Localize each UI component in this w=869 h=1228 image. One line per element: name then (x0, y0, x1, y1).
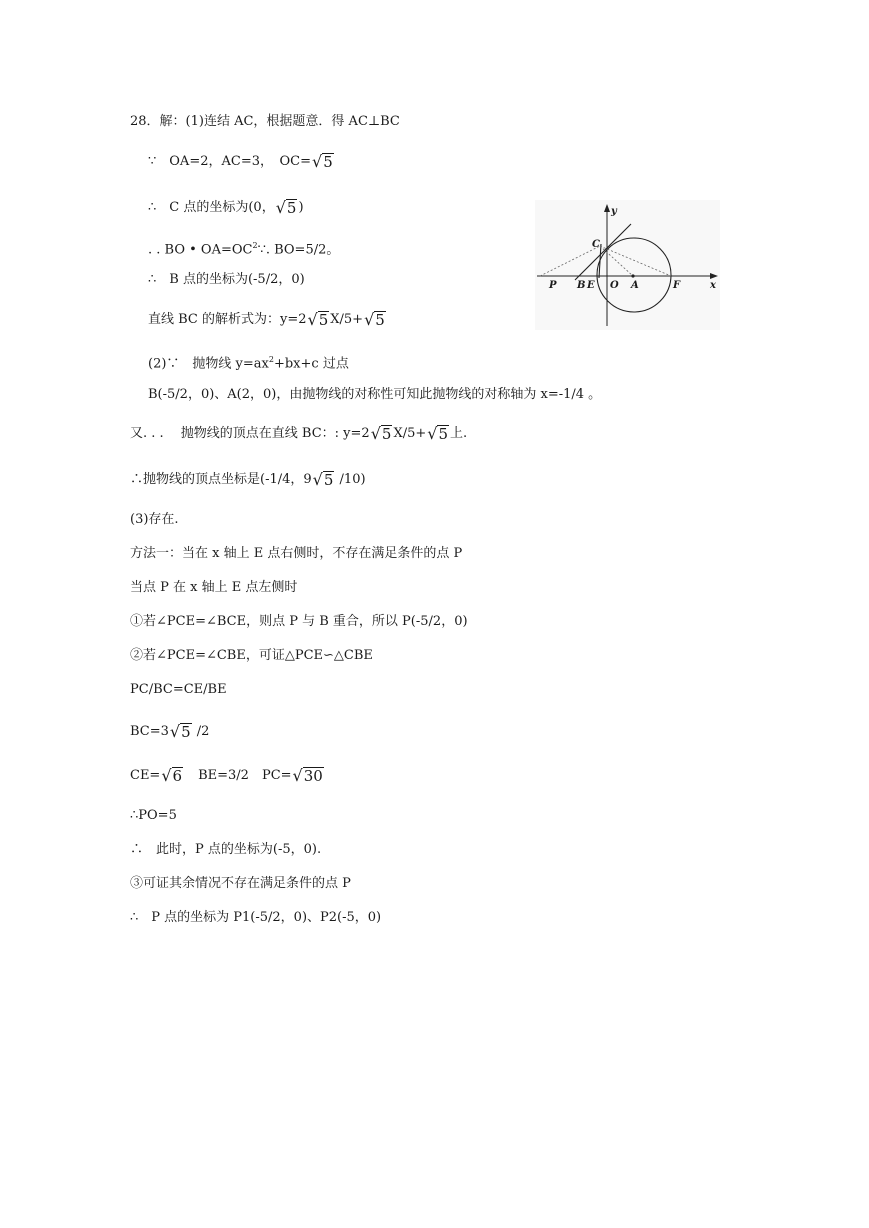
line-bc-length (130, 722, 209, 744)
line-part3-exists (130, 510, 179, 530)
line-case-two (130, 646, 373, 666)
sqrt-arg: 5 (323, 471, 334, 489)
sqrt-symbol: √ (312, 470, 323, 489)
text: 当点 P 在 x 轴上 E 点左侧时 (130, 580, 298, 595)
line-bc-equation (148, 310, 387, 332)
text: ) (298, 200, 304, 215)
text: BE=3/2 PC= (198, 768, 292, 783)
sqrt-symbol: √ (307, 310, 318, 329)
sqrt-arg: 5 (286, 199, 297, 217)
text: X/5+ (393, 426, 427, 441)
label-c: C (592, 239, 600, 250)
point-a (631, 274, 634, 277)
superscript: 2 (268, 355, 274, 364)
text: ∴ C 点的坐标为(0， (148, 200, 275, 215)
sqrt-arg: 5 (181, 723, 191, 741)
sqrt-arg: 30 (303, 767, 323, 785)
sqrt-arg: 5 (438, 425, 449, 443)
sqrt-arg: 5 (323, 153, 333, 171)
line-vertex-on-bc (130, 424, 467, 446)
label-o: O (610, 280, 619, 291)
text: X/5+ (330, 312, 364, 327)
line-c-coordinate (148, 198, 304, 220)
text: PC/BC=CE/BE (130, 682, 227, 697)
line-axis-of-symmetry (148, 385, 601, 405)
text: 直线 BC 的解析式为：y=2 (148, 312, 307, 327)
line-p-coordinate (130, 840, 321, 860)
sqrt-symbol: √ (364, 310, 375, 329)
sqrt-5 (371, 424, 393, 446)
line-solution-header (130, 112, 400, 132)
line-case-three (130, 874, 351, 894)
sqrt-symbol: √ (169, 722, 181, 741)
line-b-coordinate (148, 270, 305, 290)
text: (3)存在. (130, 512, 179, 527)
sqrt-symbol: √ (275, 198, 286, 217)
text: 方法一：当在 x 轴上 E 点右侧时，不存在满足条件的点 P (130, 546, 463, 561)
text: 又. . . 抛物线的顶点在直线 BC：: y=2 (130, 426, 370, 441)
text: 28．解：(1)连结 AC，根据题意．得 AC⊥BC (130, 114, 400, 129)
sqrt-arg: 5 (375, 311, 385, 329)
text: ①若∠PCE=∠BCE，则点 P 与 B 重合，所以 P(-5/2，0) (130, 614, 468, 629)
line-oc-length (148, 152, 335, 174)
line-vertex-coordinate (130, 470, 366, 492)
text: 上. (450, 426, 468, 441)
sqrt-5 (364, 310, 386, 332)
superscript: 2 (252, 241, 258, 250)
text: ∴ B 点的坐标为(-5/2，0) (148, 272, 305, 287)
text: ∴PO=5 (130, 808, 177, 823)
sqrt-30 (293, 766, 324, 788)
text: CE= (130, 768, 161, 783)
sqrt-5 (427, 424, 449, 446)
line-bo-length (148, 236, 339, 260)
sqrt-5 (170, 722, 192, 744)
text: (2)∵ 抛物线 y=ax (148, 356, 269, 372)
line-ratio (130, 680, 227, 700)
text: +bx+c 过点 (273, 356, 349, 372)
line-ce-be-pc (130, 766, 325, 788)
sqrt-symbol: √ (370, 424, 381, 443)
geometry-figure (535, 200, 720, 330)
text: B(-5/2，0)、A(2，0)，由抛物线的对称性可知此抛物线的对称轴为 x=-1/4 。 (148, 387, 602, 402)
sqrt-5 (308, 310, 330, 332)
text: ∵. BO=5/2。 (257, 242, 340, 258)
sqrt-arg: 6 (172, 767, 183, 785)
text: ②若∠PCE=∠CBE，可证△PCE∽△CBE (130, 648, 373, 663)
sqrt-symbol: √ (292, 766, 303, 785)
sqrt-5 (276, 198, 298, 220)
sqrt-arg: 5 (381, 425, 392, 443)
label-f: F (673, 280, 681, 291)
text: ∴抛物线的顶点坐标是(-1/4，9 (130, 472, 312, 487)
line-p-left-of-e (130, 578, 297, 598)
sqrt-6 (161, 766, 183, 788)
label-e: E (587, 280, 595, 291)
sqrt-5 (313, 470, 335, 492)
sqrt-symbol: √ (161, 766, 172, 785)
text: BC=3 (130, 724, 169, 739)
text: ∴ P 点的坐标为 P1(-5/2，0)、P2(-5，0) (130, 910, 382, 925)
text: /10) (335, 472, 366, 487)
sqrt-arg: 5 (318, 311, 329, 329)
line-method-one (130, 544, 462, 564)
label-a: A (631, 280, 639, 291)
text: ∴ 此时，P 点的坐标为(-5，0). (130, 842, 322, 857)
text: ∵ OA=2，AC=3， OC= (148, 154, 311, 169)
sqrt-5 (312, 152, 334, 174)
line-parabola-through (148, 350, 349, 374)
text: /2 (192, 724, 210, 739)
sqrt-symbol: √ (311, 152, 323, 171)
line-conclusion (130, 908, 381, 928)
label-p: P (549, 280, 557, 291)
text: ③可证其余情况不存在满足条件的点 P (130, 876, 351, 891)
line-case-one (130, 612, 468, 632)
label-x: x (710, 280, 716, 291)
label-y: y (611, 206, 617, 217)
sqrt-symbol: √ (427, 424, 438, 443)
text: . . BO • OA=OC (148, 242, 253, 258)
line-po (130, 806, 177, 826)
label-b: B (577, 280, 586, 291)
